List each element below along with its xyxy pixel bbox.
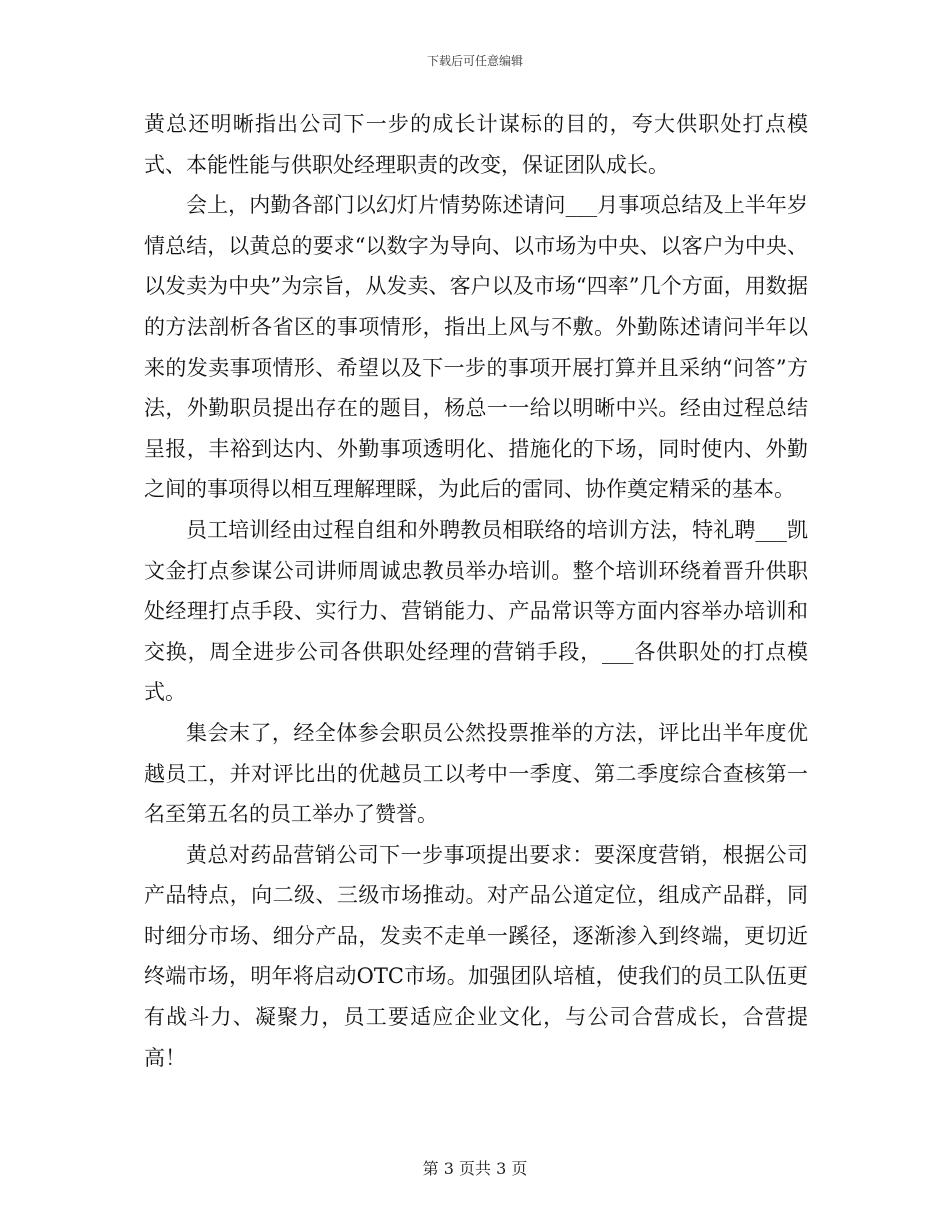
- paragraph-4: 集会末了，经全体参会职员公然投票推举的方法，评比出半年度优越员工，并对评比出的优越员工以考中一季度、第二季度综合查核第一名至第五名的员工举办了赞誉。: [144, 720, 808, 827]
- paragraph-2: 会上，内勤各部门以幻灯片情势陈述请问___月事项总结及上半年岁情总结，以黄总的要求“以数字为导向、以市场为中央、以客户为中央、以发卖为中央”为宗旨，从发卖、客户以及市场“四率”几个方面，用数据的方法剖析各省区的事项情形，指出上风与不敷。外勤陈述请问半年以来的发卖事项情形、希望以及下一步的事项开展打算并且采纳“问答”方法，外勤职员提出存在的题目，杨总一一给以明晰中兴。经由过程总结呈报，丰裕到达内、外勤事项透明化、措施化的下场，同时使内、外勤之间的事项得以相互理解理睬，为此后的雷同、协作奠定精采的基本。: [144, 193, 808, 502]
- paragraph-1: 黄总还明晰指出公司下一步的成长计谋标的目的，夸大供职处打点模式、本能性能与供职处经理职责的改变，保证团队成长。: [144, 112, 808, 177]
- paragraph-5: 黄总对药品营销公司下一步事项提出要求：要深度营销，根据公司产品特点，向二级、三级市场推动。对产品公道定位，组成产品群，同时细分市场、细分产品，发卖不走单一蹊径，逐渐渗入到终端，更切近终端市场，明年将启动OTC市场。加强团队培植，使我们的员工队伍更有战斗力、凝聚力，员工要适应企业文化，与公司合营成长，合营提高！: [144, 842, 808, 1070]
- document-body: [144, 104, 808, 1078]
- paragraph-3: 员工培训经由过程自组和外聘教员相联络的培训方法，特礼聘___凯文金打点参谋公司讲师周诚忠教员举办培训。整个培训环绕着晋升供职处经理打点手段、实行力、营销能力、产品常识等方面内容举办培训和交换，周全进步公司各供职处经理的营销手段，___各供职处的打点模式。: [144, 517, 808, 705]
- page-header: 下载后可任意编辑: [426, 54, 523, 68]
- page-footer: 第 3 页共 3 页: [422, 1159, 528, 1178]
